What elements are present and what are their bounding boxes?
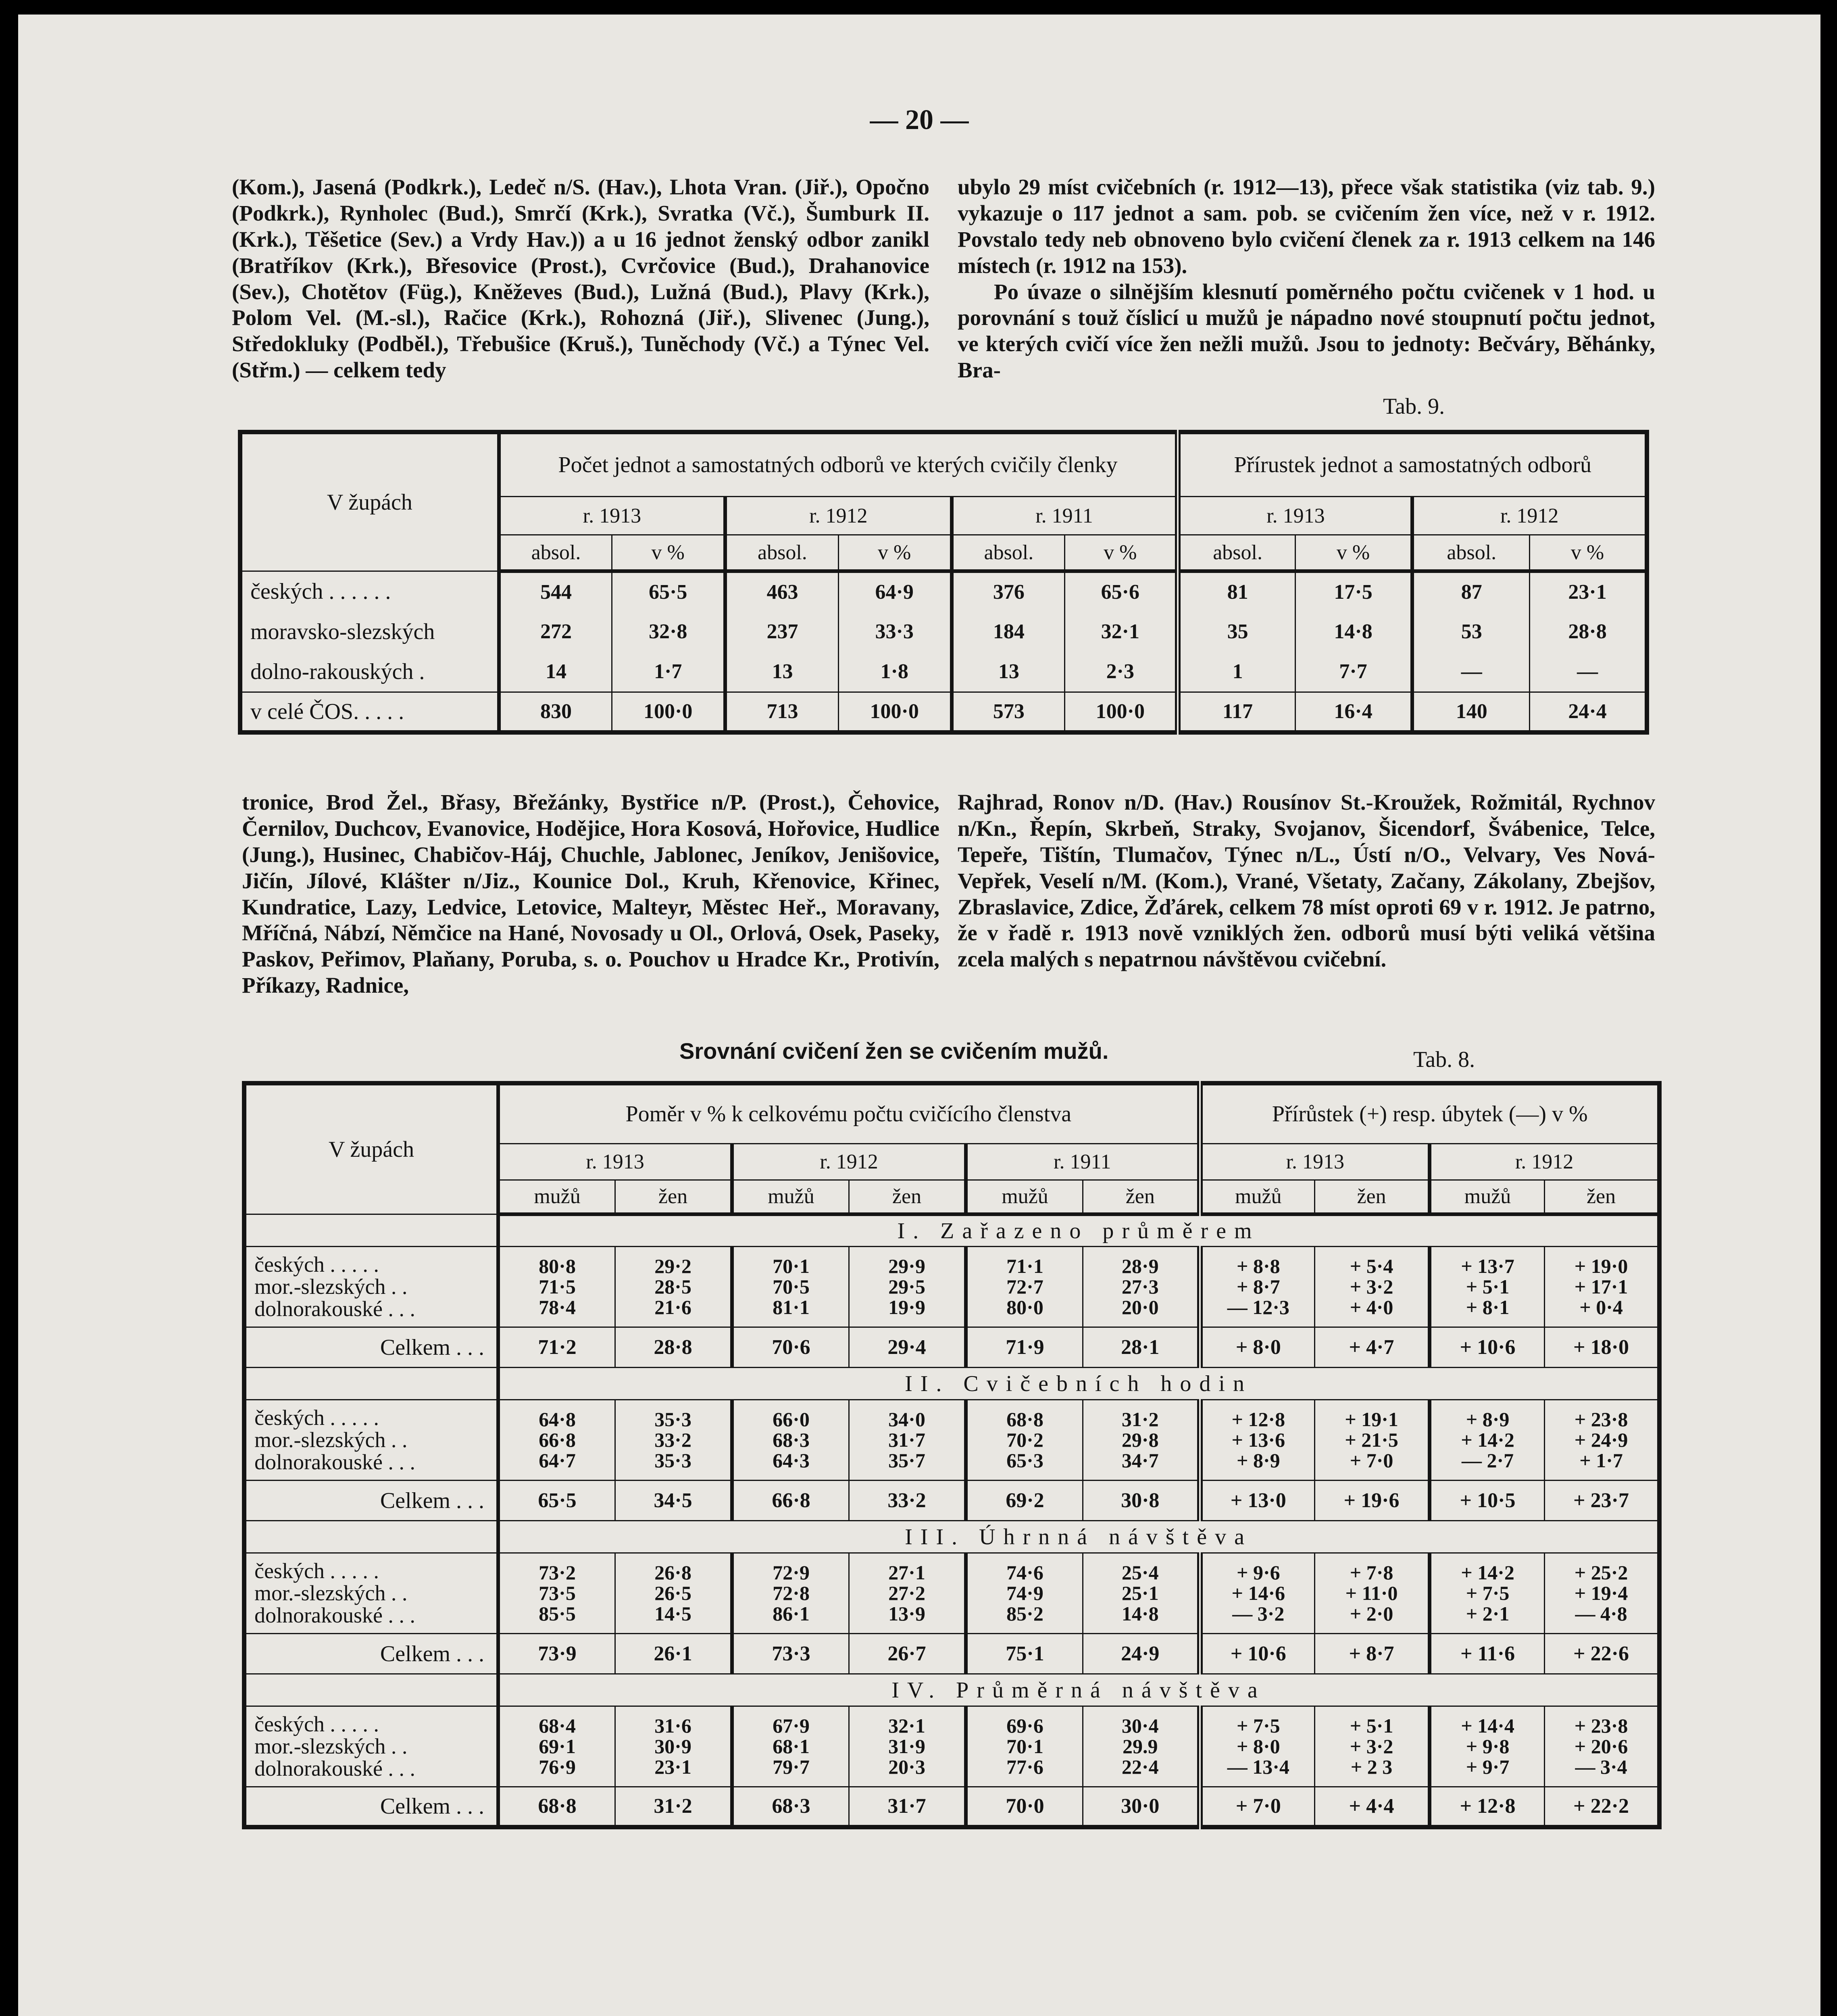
cell: 73·9 bbox=[498, 1634, 615, 1674]
cell: + 25·2 + 19·4 — 4·8 bbox=[1545, 1553, 1660, 1634]
cell: 34·5 bbox=[615, 1481, 732, 1521]
cell: 140 bbox=[1412, 692, 1530, 733]
sub-header: žen bbox=[1083, 1180, 1200, 1214]
paragraph: (Kom.), Jasená (Podkrk.), Ledeč n/S. (Hav.), Lhota Vran. (Jiř.), Opočno (Podkrk.), Rynholec (Bud.), Smrčí (Krk.), Svratka (Vč.), Šumburk II. (Krk.), Těšetice (Sev.) a Vrdy Hav.)) a u 16 jednot ženský odbor zanikl (Bratříkov (Krk.), Břesovice (Prost.), Cvrčovice (Bud.), Drahanovice (Sev.), Chotětov (Füg.), Kněževes (Bud.), Lužná (Bud.), Plavy (Krk.), Polom Vel. (M.-sl.), Račice (Krk.), Rohozná (Jiř.), Slivenec (Jung.), Středokluky (Podběl.), Třebušice (Kruš.), Tuněchody (Vč.) a Týnec Vel. (Střm.) — celkem tedy bbox=[232, 175, 929, 383]
sub-header: mužů bbox=[966, 1180, 1083, 1214]
sub-header: žen bbox=[1315, 1180, 1430, 1214]
row-labels: českých . . . . . mor.-slezských . . dolnorakouské . . . bbox=[244, 1247, 498, 1327]
cell: + 8·9 + 14·2 — 2·7 bbox=[1430, 1400, 1545, 1481]
cell: 34·0 31·7 35·7 bbox=[849, 1400, 966, 1481]
cell: 71·9 bbox=[966, 1327, 1083, 1368]
cell: 65·6 bbox=[1065, 571, 1178, 612]
cell: 13 bbox=[725, 652, 839, 692]
section-data-row bbox=[244, 1400, 1660, 1481]
cell: 65·5 bbox=[498, 1481, 615, 1521]
cell: + 5·4 + 3·2 + 4·0 bbox=[1315, 1247, 1430, 1327]
paragraph: Rajhrad, Ronov n/D. (Hav.) Rousínov St.-Kroužek, Rožmitál, Rychnov n/Kn., Řepín, Skrbeň, Straky, Svojanov, Šicendorf, Švábenice, Telce, Tepeře, Tištín, Tlumačov, Týnec n/L., Ústí n/O., Velvary, Ves Nová-Vepřek, Veselí n/M. (Kom.), Vrané, Všetaty, Začany, Zákolany, Zbejšov, Zbraslavice, Zdice, Žďárek, celkem 78 míst oproti 69 v r. 1912. Je patrno, že v řadě r. 1913 nově vzniklých žen. odborů musí býti veliká většina zcela malých s nepatrnou návštěvou cvičební. bbox=[958, 790, 1655, 972]
section-data-row bbox=[244, 1706, 1660, 1787]
cell: 31·2 bbox=[615, 1787, 732, 1827]
cell: 81 bbox=[1178, 571, 1295, 612]
cell: 32·8 bbox=[612, 612, 725, 652]
cell: + 12·8 bbox=[1430, 1787, 1545, 1827]
cell: 17·5 bbox=[1295, 571, 1412, 612]
row-label: dolno-rakouských . bbox=[240, 652, 499, 692]
section-total-row bbox=[244, 1787, 1660, 1827]
cell: 74·6 74·9 85·2 bbox=[966, 1553, 1083, 1634]
cell: 376 bbox=[952, 571, 1065, 612]
paragraph: ubylo 29 míst cvičebních (r. 1912—13), přece však statistika (viz tab. 9.) vykazuje o 117 jednot a sam. pob. se cvičením žen více, než v r. 1912. Povstalo tedy neb obnoveno bylo cvičení členek za r. 1913 celkem na 146 místech (r. 1912 na 153). bbox=[958, 175, 1655, 278]
table-row bbox=[240, 652, 1647, 692]
group-header: Přírůstek (+) resp. úbytek (—) v % bbox=[1200, 1083, 1660, 1144]
cell: 573 bbox=[952, 692, 1065, 733]
table-8-title: Srovnání cvičení žen se cvičením mužů. bbox=[679, 1038, 1109, 1064]
page-number: — 20 — bbox=[870, 104, 969, 135]
cell: 66·8 bbox=[732, 1481, 849, 1521]
row-labels: českých . . . . . mor.-slezských . . dolnorakouské . . . bbox=[244, 1706, 498, 1787]
cell: + 10·6 bbox=[1200, 1634, 1315, 1674]
sub-header: v % bbox=[1065, 535, 1178, 571]
cell: 7·7 bbox=[1295, 652, 1412, 692]
sub-header: žen bbox=[1545, 1180, 1660, 1214]
table-8-body bbox=[244, 1214, 1660, 1827]
cell: 70·1 70·5 81·1 bbox=[732, 1247, 849, 1327]
table-row bbox=[240, 612, 1647, 652]
cell: + 23·7 bbox=[1545, 1481, 1660, 1521]
cell: 463 bbox=[725, 571, 839, 612]
cell: 100·0 bbox=[838, 692, 952, 733]
sub-header: žen bbox=[615, 1180, 732, 1214]
cell: 30·8 bbox=[1083, 1481, 1200, 1521]
cell: 28·8 bbox=[1530, 612, 1647, 652]
cell: 29·9 29·5 19·9 bbox=[849, 1247, 966, 1327]
cell: 30·0 bbox=[1083, 1787, 1200, 1827]
cell: 35·3 33·2 35·3 bbox=[615, 1400, 732, 1481]
cell: + 22·2 bbox=[1545, 1787, 1660, 1827]
cell: 830 bbox=[499, 692, 612, 733]
cell: 87 bbox=[1412, 571, 1530, 612]
cell: 14 bbox=[499, 652, 612, 692]
cell: 272 bbox=[499, 612, 612, 652]
row-label: moravsko-slezských bbox=[240, 612, 499, 652]
total-label: Celkem . . . bbox=[244, 1634, 498, 1674]
cell: + 19·6 bbox=[1315, 1481, 1430, 1521]
group-header: Počet jednot a samostatných odborů ve kterých cvičily členky bbox=[499, 432, 1178, 497]
cell: 75·1 bbox=[966, 1634, 1083, 1674]
cell: 73·3 bbox=[732, 1634, 849, 1674]
document-page bbox=[18, 15, 1820, 2016]
cell: 69·2 bbox=[966, 1481, 1083, 1521]
text-top-right bbox=[958, 174, 1655, 383]
cell: + 8·8 + 8·7 — 12·3 bbox=[1200, 1247, 1315, 1327]
cell: 32·1 bbox=[1065, 612, 1178, 652]
sub-header: v % bbox=[838, 535, 952, 571]
sub-header: v % bbox=[1295, 535, 1412, 571]
cell: + 22·6 bbox=[1545, 1634, 1660, 1674]
cell: 69·6 70·1 77·6 bbox=[966, 1706, 1083, 1787]
cell: 23·1 bbox=[1530, 571, 1647, 612]
group-header: Přírustek jednot a samostatných odborů bbox=[1178, 432, 1647, 497]
cell: + 4·7 bbox=[1315, 1327, 1430, 1368]
row-labels: českých . . . . . mor.-slezských . . dolnorakouské . . . bbox=[244, 1400, 498, 1481]
cell: 71·2 bbox=[498, 1327, 615, 1368]
year-header: r. 1912 bbox=[725, 497, 952, 535]
table-8 bbox=[242, 1081, 1662, 1829]
cell: 26·7 bbox=[849, 1634, 966, 1674]
section-title: I. Zařazeno průměrem bbox=[498, 1214, 1660, 1247]
section-total-row bbox=[244, 1481, 1660, 1521]
cell: 1 bbox=[1178, 652, 1295, 692]
cell: 66·0 68·3 64·3 bbox=[732, 1400, 849, 1481]
cell: + 12·8 + 13·6 + 8·9 bbox=[1200, 1400, 1315, 1481]
cell: 237 bbox=[725, 612, 839, 652]
cell: 24·4 bbox=[1530, 692, 1647, 733]
section-spacer bbox=[244, 1368, 498, 1400]
cell: + 13·0 bbox=[1200, 1481, 1315, 1521]
cell: + 8·0 bbox=[1200, 1327, 1315, 1368]
sub-header: mužů bbox=[1430, 1180, 1545, 1214]
cell: + 7·5 + 8·0 — 13·4 bbox=[1200, 1706, 1315, 1787]
section-title: IV. Průměrná návštěva bbox=[498, 1674, 1660, 1706]
section-title: III. Úhrnná návštěva bbox=[498, 1521, 1660, 1553]
corner-header: V župách bbox=[240, 432, 499, 571]
cell: + 11·6 bbox=[1430, 1634, 1545, 1674]
cell: 184 bbox=[952, 612, 1065, 652]
cell: + 13·7 + 5·1 + 8·1 bbox=[1430, 1247, 1545, 1327]
section-total-row bbox=[244, 1634, 1660, 1674]
table-9 bbox=[238, 430, 1649, 735]
cell: 64·9 bbox=[838, 571, 952, 612]
cell: 80·8 71·5 78·4 bbox=[498, 1247, 615, 1327]
cell: 713 bbox=[725, 692, 839, 733]
cell: 29·2 28·5 21·6 bbox=[615, 1247, 732, 1327]
cell: + 4·4 bbox=[1315, 1787, 1430, 1827]
cell: + 23·8 + 20·6 — 3·4 bbox=[1545, 1706, 1660, 1787]
cell: 53 bbox=[1412, 612, 1530, 652]
cell: 27·1 27·2 13·9 bbox=[849, 1553, 966, 1634]
section-header-row bbox=[244, 1368, 1660, 1400]
cell: 68·3 bbox=[732, 1787, 849, 1827]
cell: 29·4 bbox=[849, 1327, 966, 1368]
table-9-label: Tab. 9. bbox=[1383, 394, 1445, 419]
section-header-row bbox=[244, 1521, 1660, 1553]
cell: + 9·6 + 14·6 — 3·2 bbox=[1200, 1553, 1315, 1634]
row-labels: českých . . . . . mor.-slezských . . dolnorakouské . . . bbox=[244, 1553, 498, 1634]
cell: + 10·6 bbox=[1430, 1327, 1545, 1368]
cell: 28·8 bbox=[615, 1327, 732, 1368]
text-mid-left bbox=[242, 789, 939, 999]
cell: 32·1 31·9 20·3 bbox=[849, 1706, 966, 1787]
cell: 64·8 66·8 64·7 bbox=[498, 1400, 615, 1481]
section-spacer bbox=[244, 1521, 498, 1553]
section-spacer bbox=[244, 1214, 498, 1247]
sub-header: v % bbox=[612, 535, 725, 571]
row-label: českých . . . . . . bbox=[240, 571, 499, 612]
cell: 14·8 bbox=[1295, 612, 1412, 652]
section-data-row bbox=[244, 1247, 1660, 1327]
cell: 65·5 bbox=[612, 571, 725, 612]
cell: 33·3 bbox=[838, 612, 952, 652]
cell: 31·2 29·8 34·7 bbox=[1083, 1400, 1200, 1481]
year-header: r. 1913 bbox=[1178, 497, 1412, 535]
sub-header: absol. bbox=[1178, 535, 1295, 571]
cell: + 14·4 + 9·8 + 9·7 bbox=[1430, 1706, 1545, 1787]
cell: + 10·5 bbox=[1430, 1481, 1545, 1521]
cell: + 5·1 + 3·2 + 2 3 bbox=[1315, 1706, 1430, 1787]
table-total-row bbox=[240, 692, 1647, 733]
section-total-row bbox=[244, 1327, 1660, 1368]
table-8-label: Tab. 8. bbox=[1413, 1047, 1475, 1072]
cell: 72·9 72·8 86·1 bbox=[732, 1553, 849, 1634]
cell: 544 bbox=[499, 571, 612, 612]
cell: 31·6 30·9 23·1 bbox=[615, 1706, 732, 1787]
cell: 73·2 73·5 85·5 bbox=[498, 1553, 615, 1634]
cell: 13 bbox=[952, 652, 1065, 692]
year-header: r. 1912 bbox=[732, 1144, 966, 1180]
cell: 68·4 69·1 76·9 bbox=[498, 1706, 615, 1787]
section-data-row bbox=[244, 1553, 1660, 1634]
total-label: Celkem . . . bbox=[244, 1327, 498, 1368]
section-header-row bbox=[244, 1674, 1660, 1706]
cell: 117 bbox=[1178, 692, 1295, 733]
cell: 67·9 68·1 79·7 bbox=[732, 1706, 849, 1787]
cell: 70·6 bbox=[732, 1327, 849, 1368]
cell: 68·8 70·2 65·3 bbox=[966, 1400, 1083, 1481]
sub-header: absol. bbox=[499, 535, 612, 571]
cell: 31·7 bbox=[849, 1787, 966, 1827]
year-header: r. 1911 bbox=[966, 1144, 1200, 1180]
cell: 100·0 bbox=[1065, 692, 1178, 733]
cell: 68·8 bbox=[498, 1787, 615, 1827]
total-label: Celkem . . . bbox=[244, 1787, 498, 1827]
cell: + 7·0 bbox=[1200, 1787, 1315, 1827]
text-mid-right bbox=[958, 789, 1655, 973]
cell: + 19·0 + 17·1 + 0·4 bbox=[1545, 1247, 1660, 1327]
cell: + 18·0 bbox=[1545, 1327, 1660, 1368]
cell: 26·1 bbox=[615, 1634, 732, 1674]
cell: 1·7 bbox=[612, 652, 725, 692]
section-title: II. Cvičebních hodin bbox=[498, 1368, 1660, 1400]
section-spacer bbox=[244, 1674, 498, 1706]
cell: + 8·7 bbox=[1315, 1634, 1430, 1674]
year-header: r. 1913 bbox=[498, 1144, 732, 1180]
cell: + 23·8 + 24·9 + 1·7 bbox=[1545, 1400, 1660, 1481]
cell: 1·8 bbox=[838, 652, 952, 692]
cell: 30·4 29.9 22·4 bbox=[1083, 1706, 1200, 1787]
cell: 24·9 bbox=[1083, 1634, 1200, 1674]
year-header: r. 1913 bbox=[1200, 1144, 1430, 1180]
cell: — bbox=[1412, 652, 1530, 692]
cell: 71·1 72·7 80·0 bbox=[966, 1247, 1083, 1327]
year-header: r. 1913 bbox=[499, 497, 725, 535]
year-header: r. 1912 bbox=[1412, 497, 1647, 535]
cell: 25·4 25·1 14·8 bbox=[1083, 1553, 1200, 1634]
cell: 28·9 27·3 20·0 bbox=[1083, 1247, 1200, 1327]
text-top-left bbox=[232, 174, 929, 383]
cell: 2·3 bbox=[1065, 652, 1178, 692]
sub-header: mužů bbox=[1200, 1180, 1315, 1214]
cell: 33·2 bbox=[849, 1481, 966, 1521]
paragraph: tronice, Brod Žel., Břasy, Břežánky, Bystřice n/P. (Prost.), Čehovice, Černilov, Duchcov, Evanovice, Hodějice, Hora Kosová, Hořovice, Hudlice (Jung.), Husinec, Chabičov-Háj, Chuchle, Jablonec, Jeníkov, Jenišovice, Jičín, Jílové, Klášter n/Jiz., Kounice Dol., Kruh, Křenovice, Křinec, Kundratice, Lazy, Ledvice, Letovice, Malteyr, Městec Heř., Moravany, Mříčná, Nábzí, Němčice na Hané, Novosady u Ol., Orlová, Osek, Paseky, Paskov, Peřimov, Plaňany, Poruba, s. o. Pouchov u Hradce Kr., Protivín, Příkazy, Radnice, bbox=[242, 790, 939, 998]
cell: 100·0 bbox=[612, 692, 725, 733]
cell: 70·0 bbox=[966, 1787, 1083, 1827]
cell: 35 bbox=[1178, 612, 1295, 652]
sub-header: absol. bbox=[725, 535, 839, 571]
sub-header: absol. bbox=[952, 535, 1065, 571]
group-header: Poměr v % k celkovému počtu cvičícího členstva bbox=[498, 1083, 1200, 1144]
cell: — bbox=[1530, 652, 1647, 692]
total-label: Celkem . . . bbox=[244, 1481, 498, 1521]
cell: + 19·1 + 21·5 + 7·0 bbox=[1315, 1400, 1430, 1481]
sub-header: žen bbox=[849, 1180, 966, 1214]
sub-header: mužů bbox=[732, 1180, 849, 1214]
year-header: r. 1912 bbox=[1430, 1144, 1660, 1180]
paragraph: Po úvaze o silnějším klesnutí poměrného počtu cvičenek v 1 hod. u porovnání s touž číslicí u mužů je nápadno nové stoupnutí počtu jednot, ve kterých cvičí více žen nežli mužů. Jsou to jednoty: Bečváry, Běhánky, Bra- bbox=[958, 279, 1655, 383]
cell: 28·1 bbox=[1083, 1327, 1200, 1368]
corner-header: V župách bbox=[244, 1083, 498, 1214]
sub-header: absol. bbox=[1412, 535, 1530, 571]
cell: + 14·2 + 7·5 + 2·1 bbox=[1430, 1553, 1545, 1634]
section-header-row bbox=[244, 1214, 1660, 1247]
year-header: r. 1911 bbox=[952, 497, 1178, 535]
cell: 26·8 26·5 14·5 bbox=[615, 1553, 732, 1634]
cell: 16·4 bbox=[1295, 692, 1412, 733]
sub-header: mužů bbox=[498, 1180, 615, 1214]
table-row bbox=[240, 571, 1647, 612]
row-label: v celé ČOS. . . . . bbox=[240, 692, 499, 733]
sub-header: v % bbox=[1530, 535, 1647, 571]
cell: + 7·8 + 11·0 + 2·0 bbox=[1315, 1553, 1430, 1634]
